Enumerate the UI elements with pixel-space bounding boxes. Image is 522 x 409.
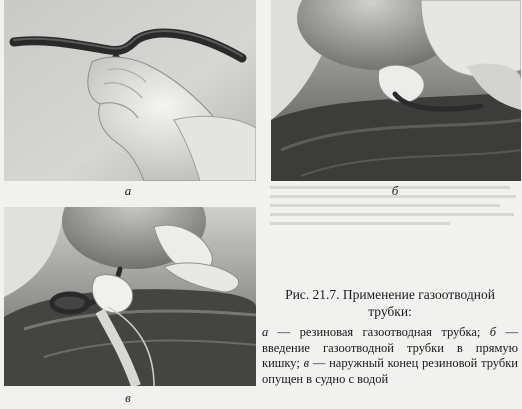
photo-tube-insertion <box>271 0 521 181</box>
caption-letter-c: в <box>303 356 310 371</box>
caption-text-c: — наружный конец резиновой трубки опущен в судно с водой <box>262 356 518 386</box>
panel-label-a: а <box>124 183 132 198</box>
caption-letter-b: б <box>489 325 497 339</box>
caption-title: Рис. 21.7. Применение газоотводной трубки: <box>285 287 495 319</box>
photo-panel-c <box>4 207 256 386</box>
caption-letter-a: а <box>262 325 269 339</box>
photo-tube-in-vessel <box>4 207 256 386</box>
photo-panel-b <box>271 0 521 181</box>
panel-label-b: б <box>391 183 399 198</box>
figure-caption <box>262 287 518 387</box>
caption-text-b: — введение газоотводной трубки в прямую кишку; <box>262 325 519 371</box>
caption-body <box>262 325 518 387</box>
photo-rubber-tube <box>4 0 256 181</box>
photo-panel-a <box>4 0 256 181</box>
panel-label-c: в <box>125 390 131 405</box>
caption-text-a: — резиновая газоотводная трубка; <box>268 325 490 339</box>
